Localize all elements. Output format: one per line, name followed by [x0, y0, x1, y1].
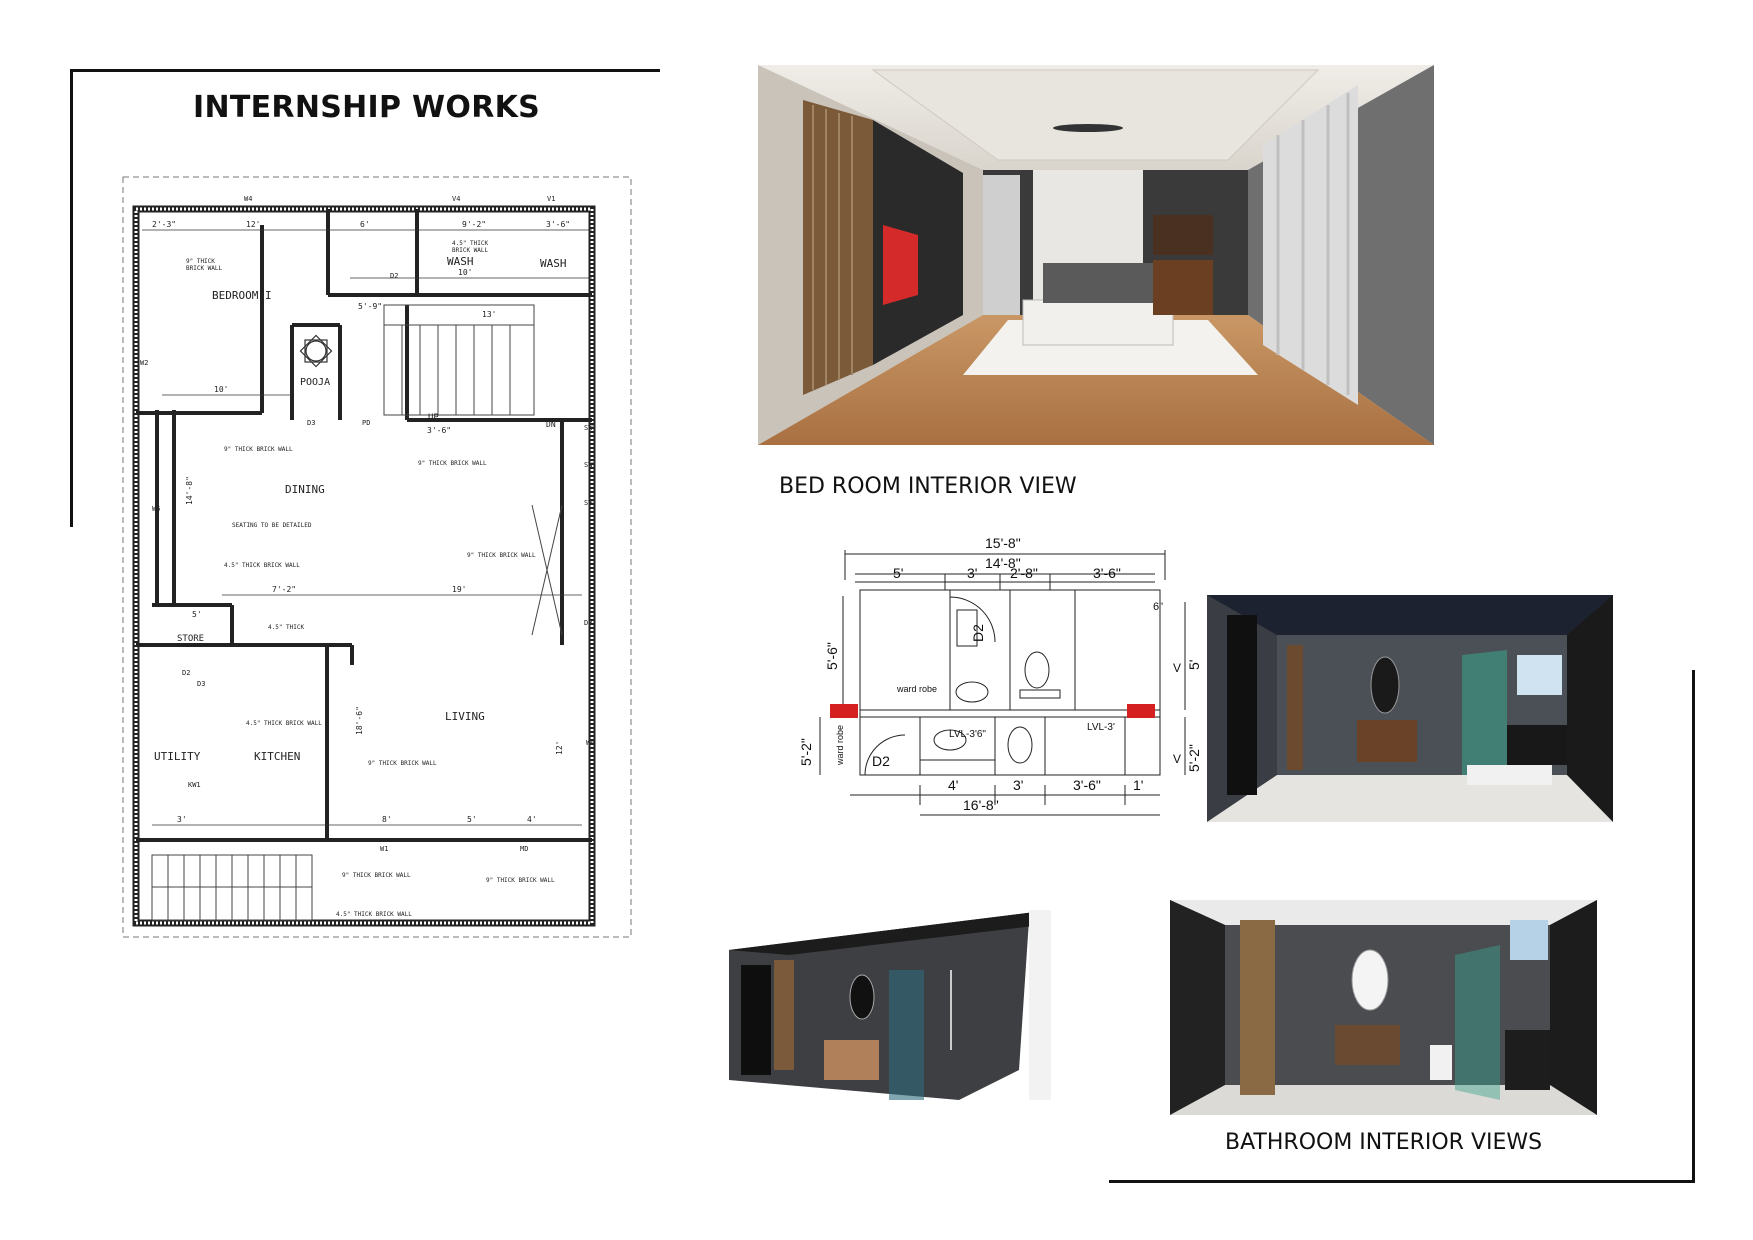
plan-dim: 9'-2" — [462, 220, 487, 229]
plan-label-pooja: POOJA — [300, 377, 331, 388]
plan-label-living: LIVING — [445, 710, 485, 723]
bath-label-d2-top: D2 — [970, 624, 986, 642]
plan-dim: 3'-6" — [546, 220, 571, 229]
plan-note: 4.5" THICK BRICK WALL — [224, 562, 300, 569]
bedroom-render — [758, 65, 1434, 445]
plan-note: 4.5" THICK — [452, 240, 489, 247]
plan-label-dining: DINING — [285, 483, 325, 496]
bath-dim-d: 3'-6" — [1093, 565, 1121, 581]
bath-label-v-top: V — [1173, 661, 1182, 675]
bedroom-caption: BED ROOM INTERIOR VIEW — [779, 474, 1077, 499]
plan-tag: W5 — [152, 505, 161, 513]
bath-dim-left-bottom: 5'-2" — [798, 738, 814, 766]
plan-dim: 18'-6" — [355, 706, 364, 735]
plan-tag: W6 — [586, 739, 595, 747]
frame-top-left-horizontal — [70, 69, 660, 72]
plan-tag: W1 — [380, 845, 389, 853]
plan-dim: 4' — [527, 815, 537, 824]
plan-dim: 5' — [192, 610, 202, 619]
plan-tag: W2 — [140, 359, 149, 367]
bath-dimension-plan — [775, 530, 1215, 875]
bathroom-caption: BATHROOM INTERIOR VIEWS — [1225, 1130, 1543, 1155]
bathroom-render-3 — [1170, 900, 1597, 1115]
plan-note: 4.5" THICK BRICK WALL — [246, 720, 322, 727]
plan-note: 9" THICK BRICK WALL — [418, 460, 487, 467]
bath-dim-right-top: 5' — [1186, 659, 1202, 670]
plan-dim: 6' — [360, 220, 370, 229]
plan-tag: D2 — [390, 272, 399, 280]
plan-dim: 10' — [458, 268, 473, 277]
plan-dim: 5'-9" — [358, 302, 383, 311]
plan-dim: 3'-6" — [427, 426, 452, 435]
bath-dim-right-small: 6" — [1153, 601, 1164, 613]
floor-plan — [122, 175, 634, 941]
plan-tag: D3 — [307, 419, 316, 427]
plan-tag: SW — [584, 461, 593, 469]
bath-label-d2-bottom: D2 — [872, 753, 890, 769]
plan-dim: 5' — [467, 815, 477, 824]
plan-label-kitchen: KITCHEN — [254, 750, 301, 763]
plan-label-up: UP — [428, 413, 439, 423]
plan-dim: 7'-2" — [272, 585, 297, 594]
plan-note: 4.5" THICK BRICK WALL — [336, 911, 412, 918]
plan-note: 9" THICK BRICK WALL — [467, 552, 536, 559]
bath-dim-left-top: 5'-6" — [824, 642, 840, 670]
plan-note: BRICK WALL — [452, 247, 489, 254]
plan-note: BRICK WALL — [186, 265, 223, 272]
bath-dim-bottom-d: 1' — [1133, 777, 1144, 793]
bath-label-v-bottom: V — [1173, 752, 1182, 766]
plan-label-store: STORE — [177, 634, 205, 644]
plan-label-bedroom: BEDROOM-I — [212, 289, 272, 302]
plan-note: 9" THICK — [186, 258, 215, 265]
plan-note: 9" THICK BRICK WALL — [368, 760, 437, 767]
bath-label-lvl-a: LVL-3'6" — [949, 729, 986, 740]
plan-note: 9" THICK BRICK WALL — [342, 872, 411, 879]
plan-dim: 13' — [482, 310, 497, 319]
frame-top-left-vertical — [70, 69, 73, 527]
plan-note: 9" THICK BRICK WALL — [486, 877, 555, 884]
plan-dim: 3' — [177, 815, 187, 824]
plan-dim: 2'-3" — [152, 220, 177, 229]
bathroom-render-1 — [1207, 595, 1613, 822]
plan-label-wash-1: WASH — [447, 255, 474, 268]
page-title: INTERNSHIP WORKS — [193, 90, 541, 125]
plan-note: SEATING TO BE DETAILED — [232, 522, 312, 529]
plan-tag: KW1 — [188, 781, 201, 789]
bath-dim-bottom-c: 3'-6" — [1073, 777, 1101, 793]
plan-tag: D3 — [584, 619, 593, 627]
bath-label-wardrobe-bottom: ward robe — [835, 724, 845, 765]
bath-dim-right-bottom: 5'-2" — [1186, 744, 1202, 772]
plan-tag: V4 — [452, 195, 461, 203]
plan-dim: 12' — [246, 220, 261, 229]
plan-tag: SW — [584, 424, 593, 432]
plan-label-dn: DN — [546, 420, 556, 429]
bath-dim-b: 3' — [967, 565, 978, 581]
bath-dim-overall-1: 15'-8" — [985, 535, 1021, 551]
bath-dim-bottom-overall: 16'-8" — [963, 797, 999, 813]
bath-dim-bottom-a: 4' — [948, 777, 959, 793]
plan-tag: D2 — [182, 669, 191, 677]
bath-dim-c: 2'-8" — [1010, 565, 1038, 581]
bathroom-render-2 — [729, 910, 1051, 1100]
plan-tag: V1 — [547, 195, 556, 203]
plan-dim: 19' — [452, 585, 467, 594]
plan-label-wash-2: WASH — [540, 257, 567, 270]
plan-tag: W4 — [244, 195, 253, 203]
bath-dim-overall-2: 14'-8" — [985, 555, 1021, 571]
bath-dim-bottom-b: 3' — [1013, 777, 1024, 793]
plan-dim: 8' — [382, 815, 392, 824]
plan-note: 4.5" THICK — [268, 624, 305, 631]
plan-note: 9" THICK BRICK WALL — [224, 446, 293, 453]
plan-dim: 12' — [555, 740, 564, 755]
frame-bottom-right-horizontal — [1109, 1180, 1695, 1183]
plan-dim: 14'-8" — [185, 476, 194, 505]
plan-label-utility: UTILITY — [154, 750, 201, 763]
plan-tag: SW — [584, 499, 593, 507]
plan-dim: 10' — [214, 385, 229, 394]
bath-label-lvl-b: LVL-3' — [1087, 722, 1115, 733]
bath-label-wardrobe-top: ward robe — [897, 684, 938, 694]
bath-dim-a: 5' — [893, 565, 904, 581]
plan-tag: PD — [362, 419, 371, 427]
plan-tag: MD — [520, 845, 529, 853]
plan-tag: D3 — [197, 680, 206, 688]
frame-bottom-right-vertical — [1692, 670, 1695, 1183]
